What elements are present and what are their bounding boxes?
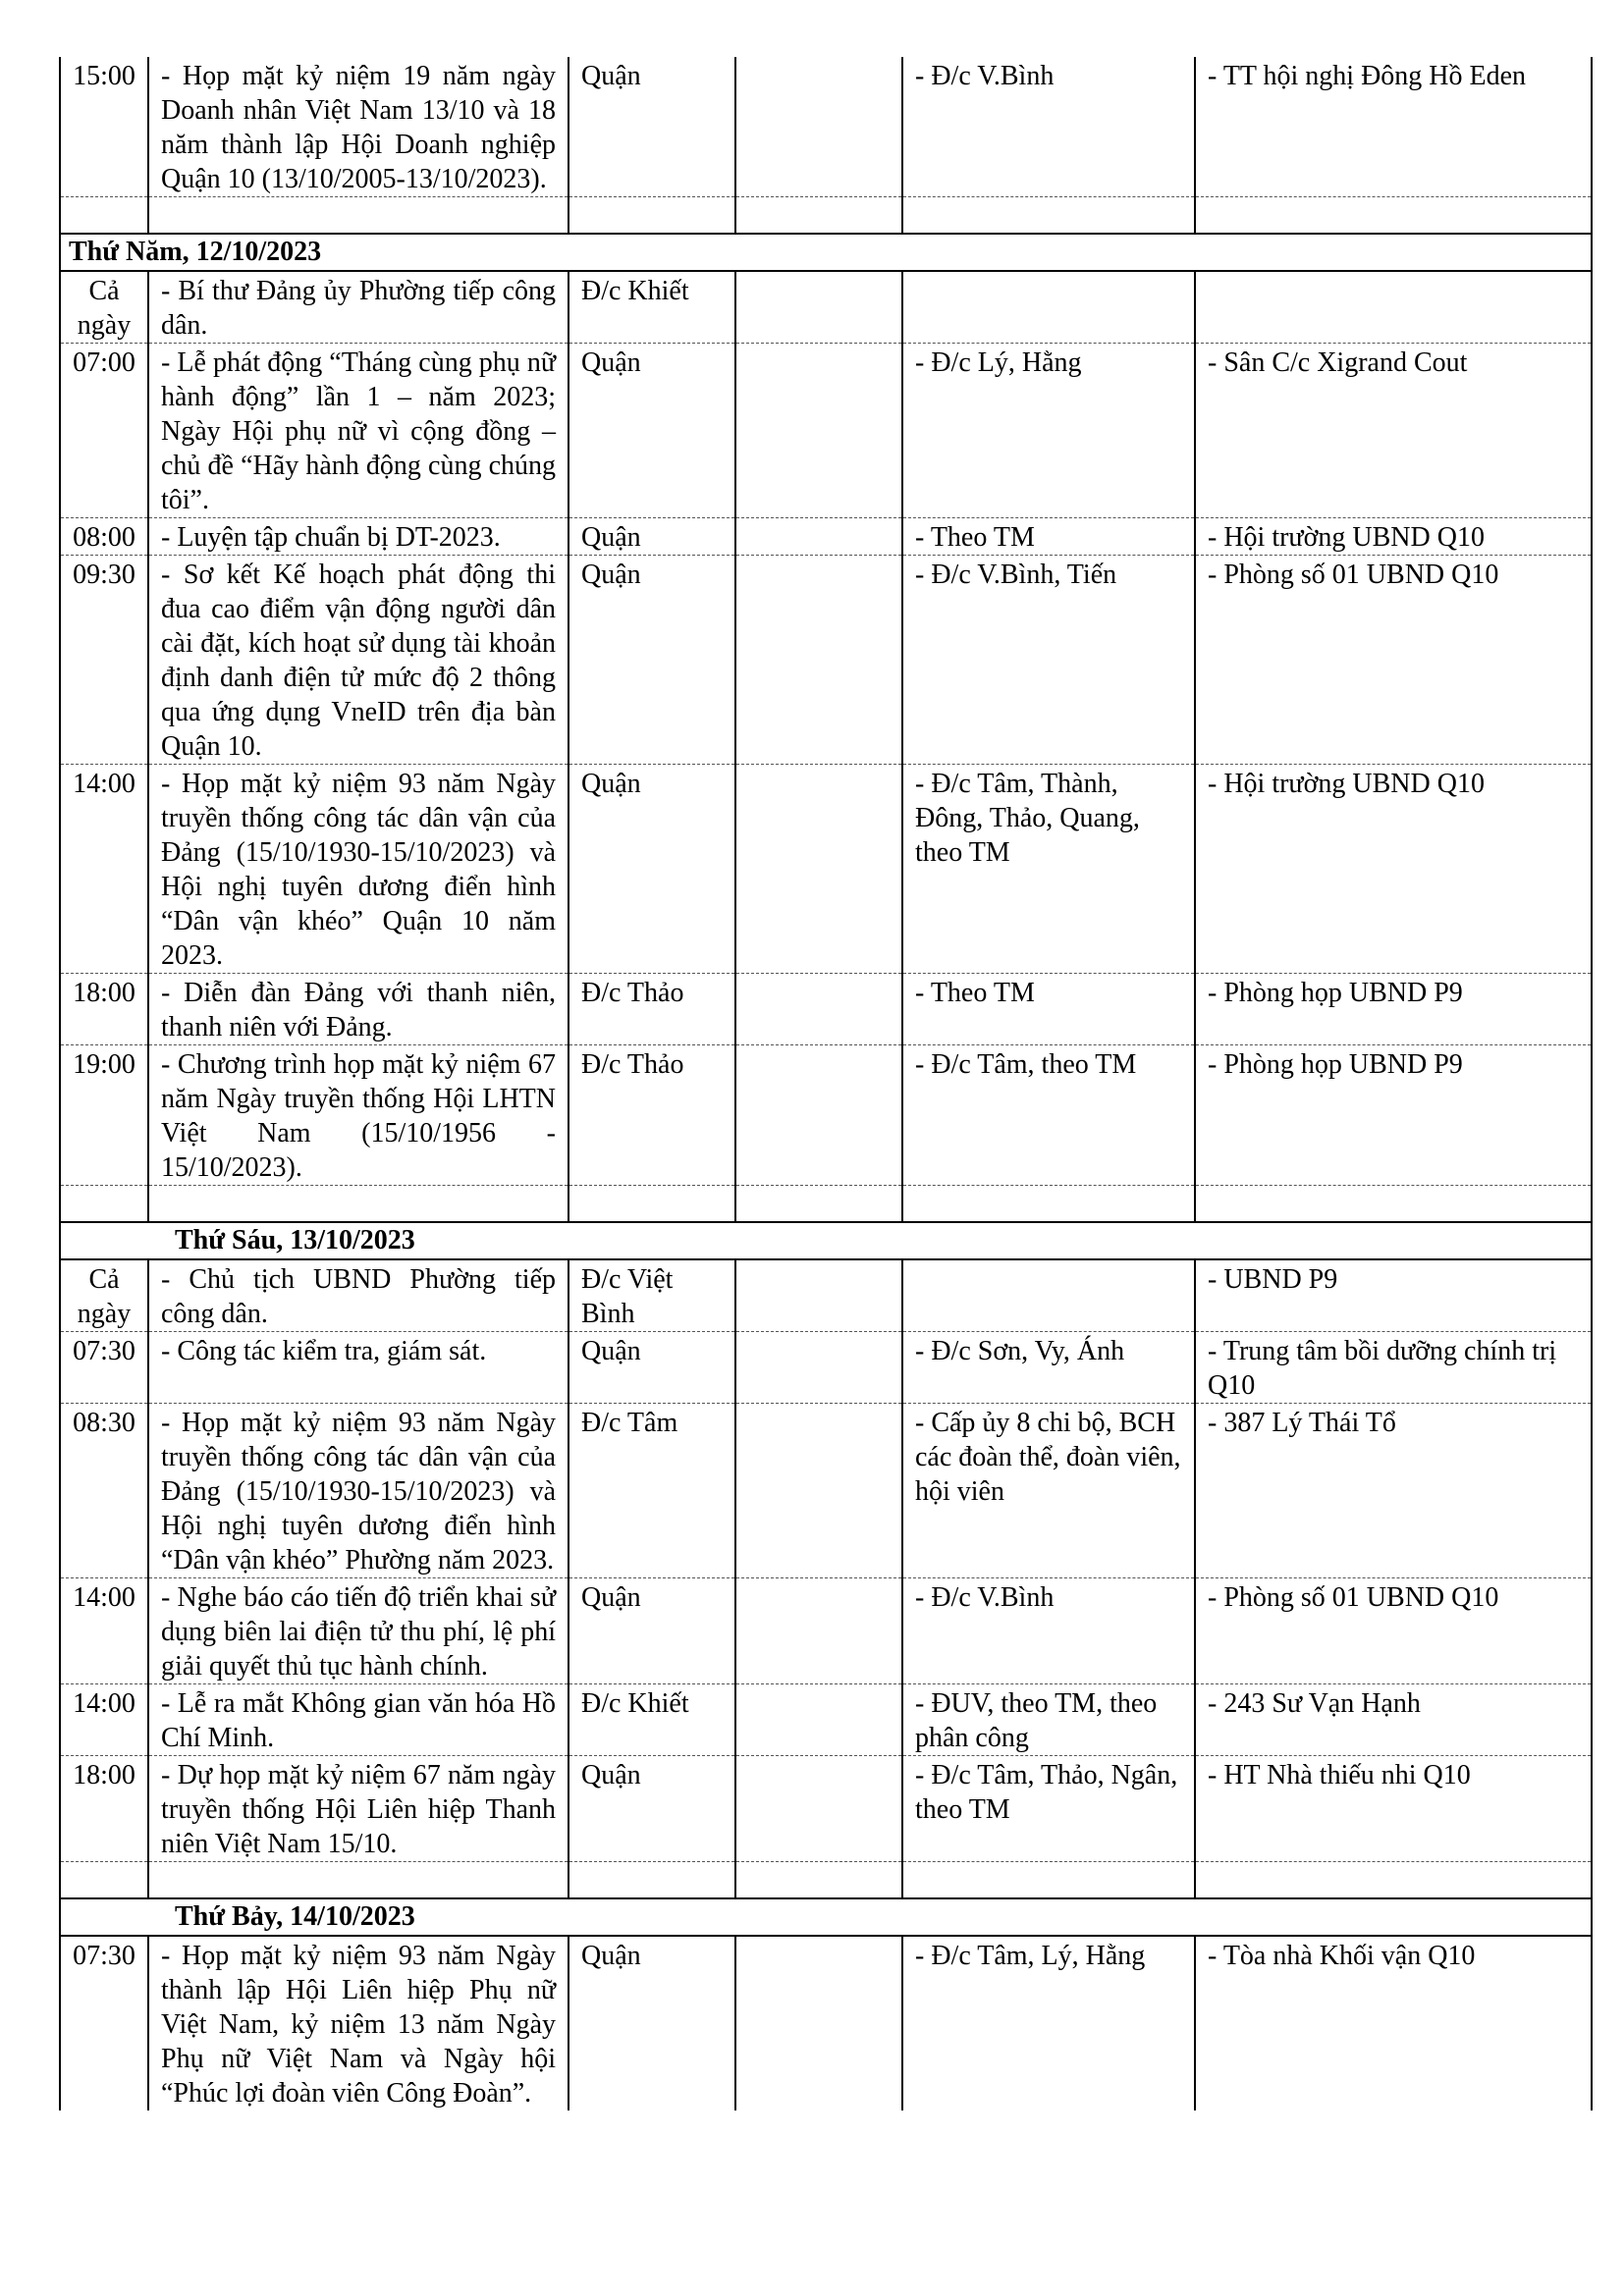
empty-cell — [60, 1862, 148, 1899]
empty-cell — [60, 1186, 148, 1223]
empty-cell — [735, 1862, 902, 1899]
time-cell: 14:00 — [60, 1578, 148, 1684]
schedule-row — [60, 1404, 1592, 1578]
prep-cell — [735, 1404, 902, 1578]
location-cell: - Phòng họp UBND P9 — [1195, 974, 1592, 1045]
content-cell: - Công tác kiểm tra, giám sát. — [148, 1332, 568, 1404]
day-header: Thứ Sáu, 13/10/2023 — [60, 1222, 1592, 1259]
schedule-sheet — [59, 57, 1591, 2110]
content-cell: - Họp mặt kỷ niệm 93 năm Ngày thành lập Hội Liên hiệp Phụ nữ Việt Nam, kỷ niệm 13 năm Ngày Phụ nữ Việt Nam và Ngày hội “Phúc lợi đoàn viên Công Đoàn”. — [148, 1936, 568, 2110]
content-cell: - Chủ tịch UBND Phường tiếp công dân. — [148, 1259, 568, 1332]
content-cell: - Nghe báo cáo tiến độ triển khai sử dụng biên lai điện tử thu phí, lệ phí giải quyết thủ tục hành chính. — [148, 1578, 568, 1684]
content-cell: - Họp mặt kỷ niệm 93 năm Ngày truyền thống công tác dân vận của Đảng (15/10/1930-15/10/2023) và Hội nghị tuyên dương điển hình “Dân vận khéo” Quận 10 năm 2023. — [148, 765, 568, 974]
attendees-cell: - Đ/c Tâm, Thảo, Ngân, theo TM — [902, 1756, 1195, 1862]
chair-cell: Quận — [568, 1332, 735, 1404]
time-cell: 18:00 — [60, 1756, 148, 1862]
prep-cell — [735, 974, 902, 1045]
chair-cell: Quận — [568, 518, 735, 556]
time-cell: 08:00 — [60, 518, 148, 556]
attendees-cell: - Cấp ủy 8 chi bộ, BCH các đoàn thể, đoàn viên, hội viên — [902, 1404, 1195, 1578]
schedule-row — [60, 1332, 1592, 1404]
time-cell: 07:30 — [60, 1332, 148, 1404]
empty-cell — [1195, 1862, 1592, 1899]
chair-cell: Quận — [568, 1936, 735, 2110]
content-cell: - Lễ phát động “Tháng cùng phụ nữ hành động” lần 1 – năm 2023; Ngày Hội phụ nữ vì cộng đồng – chủ đề “Hãy hành động cùng chúng tôi”. — [148, 344, 568, 518]
empty-cell — [1195, 197, 1592, 235]
prep-cell — [735, 1936, 902, 2110]
schedule-row — [60, 57, 1592, 197]
chair-cell: Đ/c Khiết — [568, 271, 735, 344]
chair-cell: Đ/c Tâm — [568, 1404, 735, 1578]
attendees-cell: - Đ/c V.Bình — [902, 57, 1195, 197]
location-cell: - Phòng họp UBND P9 — [1195, 1045, 1592, 1186]
time-cell: 14:00 — [60, 765, 148, 974]
content-cell: - Diễn đàn Đảng với thanh niên, thanh niên với Đảng. — [148, 974, 568, 1045]
attendees-cell: - Đ/c Tâm, Thành, Đông, Thảo, Quang, theo TM — [902, 765, 1195, 974]
time-cell: 14:00 — [60, 1684, 148, 1756]
schedule-row — [60, 344, 1592, 518]
prep-cell — [735, 1578, 902, 1684]
empty-cell — [1195, 1186, 1592, 1223]
schedule-row — [60, 974, 1592, 1045]
chair-cell: Quận — [568, 1578, 735, 1684]
prep-cell — [735, 344, 902, 518]
location-cell: - Sân C/c Xigrand Cout — [1195, 344, 1592, 518]
content-cell: - Chương trình họp mặt kỷ niệm 67 năm Ngày truyền thống Hội LHTN Việt Nam (15/10/1956 - 15/10/2023). — [148, 1045, 568, 1186]
schedule-row — [60, 556, 1592, 765]
chair-cell: Đ/c Thảo — [568, 974, 735, 1045]
time-cell: 07:00 — [60, 344, 148, 518]
empty-cell — [902, 1186, 1195, 1223]
location-cell: - Hội trường UBND Q10 — [1195, 518, 1592, 556]
time-cell: 19:00 — [60, 1045, 148, 1186]
day-header-row — [60, 1898, 1592, 1936]
empty-cell — [60, 197, 148, 235]
prep-cell — [735, 1684, 902, 1756]
empty-cell — [902, 1862, 1195, 1899]
location-cell — [1195, 271, 1592, 344]
content-cell: - Bí thư Đảng ủy Phường tiếp công dân. — [148, 271, 568, 344]
location-cell: - Trung tâm bồi dưỡng chính trị Q10 — [1195, 1332, 1592, 1404]
chair-cell: Quận — [568, 344, 735, 518]
prep-cell — [735, 1756, 902, 1862]
content-cell: - Sơ kết Kế hoạch phát động thi đua cao điểm vận động người dân cài đặt, kích hoạt sử dụng tài khoản định danh điện tử mức độ 2 thông qua ứng dụng VneID trên địa bàn Quận 10. — [148, 556, 568, 765]
chair-cell: Quận — [568, 556, 735, 765]
day-header-row — [60, 234, 1592, 271]
chair-cell: Quận — [568, 765, 735, 974]
day-header-row — [60, 1222, 1592, 1259]
location-cell: - Phòng số 01 UBND Q10 — [1195, 1578, 1592, 1684]
content-cell: - Luyện tập chuẩn bị DT-2023. — [148, 518, 568, 556]
time-cell: Cả ngày — [60, 1259, 148, 1332]
attendees-cell: - Đ/c V.Bình — [902, 1578, 1195, 1684]
empty-cell — [148, 197, 568, 235]
schedule-row — [60, 1045, 1592, 1186]
prep-cell — [735, 1259, 902, 1332]
attendees-cell — [902, 271, 1195, 344]
content-cell: - Họp mặt kỷ niệm 19 năm ngày Doanh nhân Việt Nam 13/10 và 18 năm thành lập Hội Doanh nghiệp Quận 10 (13/10/2005-13/10/2023). — [148, 57, 568, 197]
empty-cell — [735, 197, 902, 235]
day-header: Thứ Năm, 12/10/2023 — [60, 234, 1592, 271]
content-cell: - Dự họp mặt kỷ niệm 67 năm ngày truyền thống Hội Liên hiệp Thanh niên Việt Nam 15/10. — [148, 1756, 568, 1862]
schedule-row — [60, 271, 1592, 344]
location-cell: - TT hội nghị Đông Hồ Eden — [1195, 57, 1592, 197]
attendees-cell: - Theo TM — [902, 518, 1195, 556]
time-cell: 08:30 — [60, 1404, 148, 1578]
schedule-row — [60, 765, 1592, 974]
schedule-row — [60, 1756, 1592, 1862]
location-cell: - 387 Lý Thái Tổ — [1195, 1404, 1592, 1578]
attendees-cell: - Theo TM — [902, 974, 1195, 1045]
prep-cell — [735, 1045, 902, 1186]
weekly-schedule-table — [59, 57, 1593, 2110]
location-cell: - UBND P9 — [1195, 1259, 1592, 1332]
attendees-cell: - Đ/c Sơn, Vy, Ánh — [902, 1332, 1195, 1404]
location-cell: - 243 Sư Vạn Hạnh — [1195, 1684, 1592, 1756]
attendees-cell — [902, 1259, 1195, 1332]
empty-cell — [568, 197, 735, 235]
prep-cell — [735, 57, 902, 197]
chair-cell: Đ/c Khiết — [568, 1684, 735, 1756]
time-cell: 15:00 — [60, 57, 148, 197]
attendees-cell: - Đ/c Tâm, theo TM — [902, 1045, 1195, 1186]
empty-cell — [902, 197, 1195, 235]
attendees-cell: - Đ/c Lý, Hằng — [902, 344, 1195, 518]
schedule-row — [60, 1684, 1592, 1756]
blank-row — [60, 1186, 1592, 1223]
attendees-cell: - ĐUV, theo TM, theo phân công — [902, 1684, 1195, 1756]
attendees-cell: - Đ/c Tâm, Lý, Hằng — [902, 1936, 1195, 2110]
chair-cell: Đ/c Thảo — [568, 1045, 735, 1186]
location-cell: - Phòng số 01 UBND Q10 — [1195, 556, 1592, 765]
prep-cell — [735, 765, 902, 974]
empty-cell — [735, 1186, 902, 1223]
blank-row — [60, 1862, 1592, 1899]
empty-cell — [148, 1186, 568, 1223]
prep-cell — [735, 556, 902, 765]
content-cell: - Lễ ra mắt Không gian văn hóa Hồ Chí Minh. — [148, 1684, 568, 1756]
attendees-cell: - Đ/c V.Bình, Tiến — [902, 556, 1195, 765]
time-cell: Cả ngày — [60, 271, 148, 344]
day-header: Thứ Bảy, 14/10/2023 — [60, 1898, 1592, 1936]
chair-cell: Đ/c Việt Bình — [568, 1259, 735, 1332]
location-cell: - Hội trường UBND Q10 — [1195, 765, 1592, 974]
location-cell: - Tòa nhà Khối vận Q10 — [1195, 1936, 1592, 2110]
chair-cell: Quận — [568, 57, 735, 197]
content-cell: - Họp mặt kỷ niệm 93 năm Ngày truyền thống công tác dân vận của Đảng (15/10/1930-15/10/2023) và Hội nghị tuyên dương điển hình “Dân vận khéo” Phường năm 2023. — [148, 1404, 568, 1578]
schedule-row — [60, 518, 1592, 556]
empty-cell — [148, 1862, 568, 1899]
schedule-row — [60, 1936, 1592, 2110]
blank-row — [60, 197, 1592, 235]
prep-cell — [735, 1332, 902, 1404]
prep-cell — [735, 518, 902, 556]
time-cell: 18:00 — [60, 974, 148, 1045]
location-cell: - HT Nhà thiếu nhi Q10 — [1195, 1756, 1592, 1862]
empty-cell — [568, 1862, 735, 1899]
time-cell: 07:30 — [60, 1936, 148, 2110]
schedule-row — [60, 1578, 1592, 1684]
chair-cell: Quận — [568, 1756, 735, 1862]
time-cell: 09:30 — [60, 556, 148, 765]
prep-cell — [735, 271, 902, 344]
schedule-row — [60, 1259, 1592, 1332]
empty-cell — [568, 1186, 735, 1223]
